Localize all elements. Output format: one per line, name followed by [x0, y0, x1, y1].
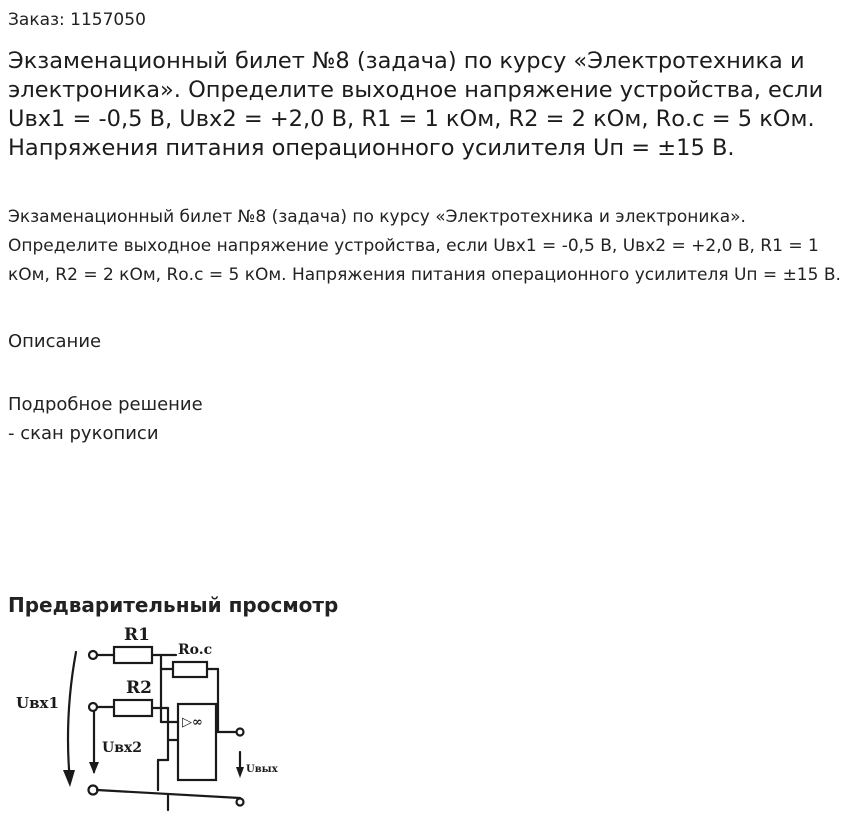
- description-line: - скан рукописи: [8, 423, 159, 444]
- uvx1-arrowhead: [63, 770, 75, 787]
- label-op-amp: ▷∞: [182, 715, 203, 730]
- uvx1-arrow: [68, 652, 76, 782]
- resistor-r2: [114, 700, 152, 716]
- label-uvyx: Uвых: [246, 764, 278, 775]
- output-terminal: [237, 729, 244, 736]
- page-title: Экзаменационный билет №8 (задача) по курсу «Электротехника и электроника». Определите выходное напряжение устройства, если Uвх1 = -0,5 В, Uвх2 = +2,0 В, R1 = 1 кОм, R2 = 2 кОм, Rо.с = 5 кОм. Напряжения питания операционного усилителя Uп = ±15 В.: [8, 48, 824, 161]
- label-uvx2: Uвх2: [102, 740, 143, 756]
- resistor-roc: [173, 662, 207, 677]
- label-r1: R1: [124, 625, 150, 645]
- order-number: Заказ: 1157050: [8, 10, 146, 30]
- resistor-r1: [114, 647, 152, 663]
- description-line: Подробное решение: [8, 394, 203, 415]
- uvyx-arrowhead: [236, 767, 244, 778]
- task-description-text: Экзаменационный билет №8 (задача) по курсу «Электротехника и электроника». Определите выходное напряжение устройства, если Uвх1 = -0,5 В, Uвх2 = +2,0 В, R1 = 1 кОм, R2 = 2 кОм, Rо.с = 5 кОм. Напряжения питания операционного усилителя Uп = ±15 В.: [8, 207, 841, 285]
- description-label: Описание: [8, 331, 102, 352]
- label-r2: R2: [126, 678, 152, 698]
- input-terminal-1: [89, 651, 97, 659]
- label-roc: Ro.c: [178, 642, 213, 658]
- preview-heading: Предварительный просмотр: [8, 593, 339, 617]
- circuit-diagram: [8, 622, 278, 822]
- output-ground-terminal: [237, 799, 244, 806]
- input-terminal-2: [89, 703, 97, 711]
- label-uvx1: Uвх1: [16, 694, 59, 712]
- uvx2-arrowhead: [89, 762, 99, 774]
- circuit-preview-image: [8, 622, 278, 822]
